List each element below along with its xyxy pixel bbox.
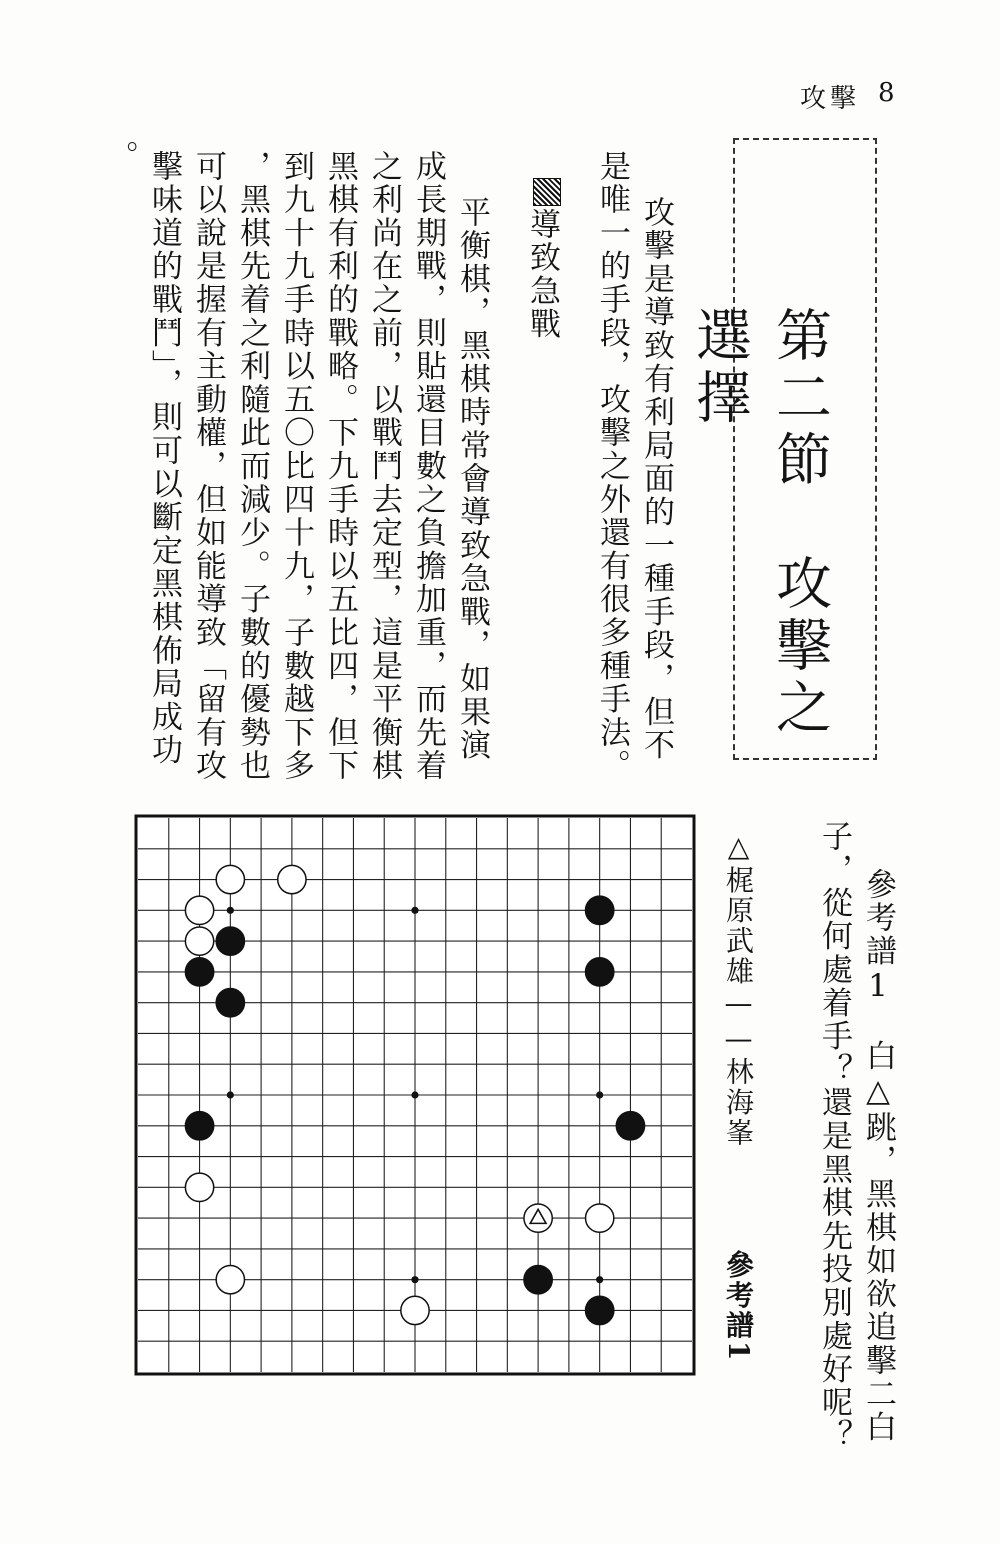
body-line-1: 平衡棋，黑棋時常會導致急戰，如果演 bbox=[454, 196, 490, 763]
black-stone bbox=[185, 1112, 213, 1140]
black-stone bbox=[216, 927, 244, 955]
white-stone bbox=[185, 927, 213, 955]
go-board-diagram bbox=[134, 814, 696, 1376]
running-head-title: 攻擊 bbox=[800, 84, 861, 114]
section-title-box bbox=[688, 138, 877, 760]
star-point bbox=[596, 1091, 603, 1098]
black-stone bbox=[185, 958, 213, 986]
black-stone bbox=[586, 1296, 614, 1324]
star-point bbox=[411, 1276, 418, 1283]
white-stone bbox=[185, 896, 213, 924]
black-stone bbox=[216, 989, 244, 1017]
diagram-label: 參考譜1 bbox=[722, 1250, 755, 1363]
black-stone bbox=[524, 1266, 552, 1294]
white-stone bbox=[185, 1173, 213, 1201]
subheading-marker-icon bbox=[533, 178, 561, 206]
question-line-2: 子，從何處着手？還是黑棋先投別處好呢？ bbox=[816, 820, 852, 1453]
question-line-1: 參考譜1 白△跳，黑棋如欲追擊二白 bbox=[860, 868, 896, 1445]
body-line-4: 黑棋有利的戰略。下九手時以五比四，但下 bbox=[322, 150, 358, 783]
white-stone bbox=[586, 1204, 614, 1232]
body-line-8: 擊味道的戰鬥」，則可以斷定黑棋佈局成功 bbox=[146, 150, 182, 768]
white-stone bbox=[216, 1266, 244, 1294]
body-line-3: 之利尚在之前，以戰鬥去定型，這是平衡棋 bbox=[366, 150, 402, 783]
white-stone bbox=[278, 865, 306, 893]
go-board bbox=[134, 814, 696, 1376]
white-stone bbox=[401, 1296, 429, 1324]
black-stone bbox=[616, 1112, 644, 1140]
black-stone bbox=[586, 896, 614, 924]
star-point bbox=[227, 1091, 234, 1098]
section-title: 第二節 攻擊之選擇 bbox=[688, 306, 830, 740]
body-line-9: 。 bbox=[102, 140, 138, 174]
diagram-players: △梶原武雄——林海峯 bbox=[722, 830, 755, 1148]
intro-line-1: 攻擊是導致有利局面的一種手段，但不 bbox=[638, 196, 674, 763]
body-line-5: 到九十九手時以五〇比四十九，子數越下多 bbox=[278, 150, 314, 783]
running-head bbox=[780, 78, 910, 112]
white-stone bbox=[216, 865, 244, 893]
subheading: 導致急戰 bbox=[524, 208, 560, 342]
body-line-2: 成長期戰，則貼還目數之負擔加重，而先着 bbox=[410, 150, 446, 783]
intro-line-2: 是唯一的手段，攻擊之外還有很多種手法。 bbox=[594, 150, 630, 783]
star-point bbox=[411, 1091, 418, 1098]
star-point bbox=[227, 907, 234, 914]
black-stone bbox=[586, 958, 614, 986]
star-point bbox=[411, 907, 418, 914]
star-point bbox=[596, 1276, 603, 1283]
body-line-6: ，黑棋先着之利隨此而減少。子數的優勢也 bbox=[234, 150, 270, 783]
body-line-7: 可以說是握有主動權，但如能導致「留有攻 bbox=[190, 150, 226, 783]
page-number: 8 bbox=[878, 78, 895, 108]
